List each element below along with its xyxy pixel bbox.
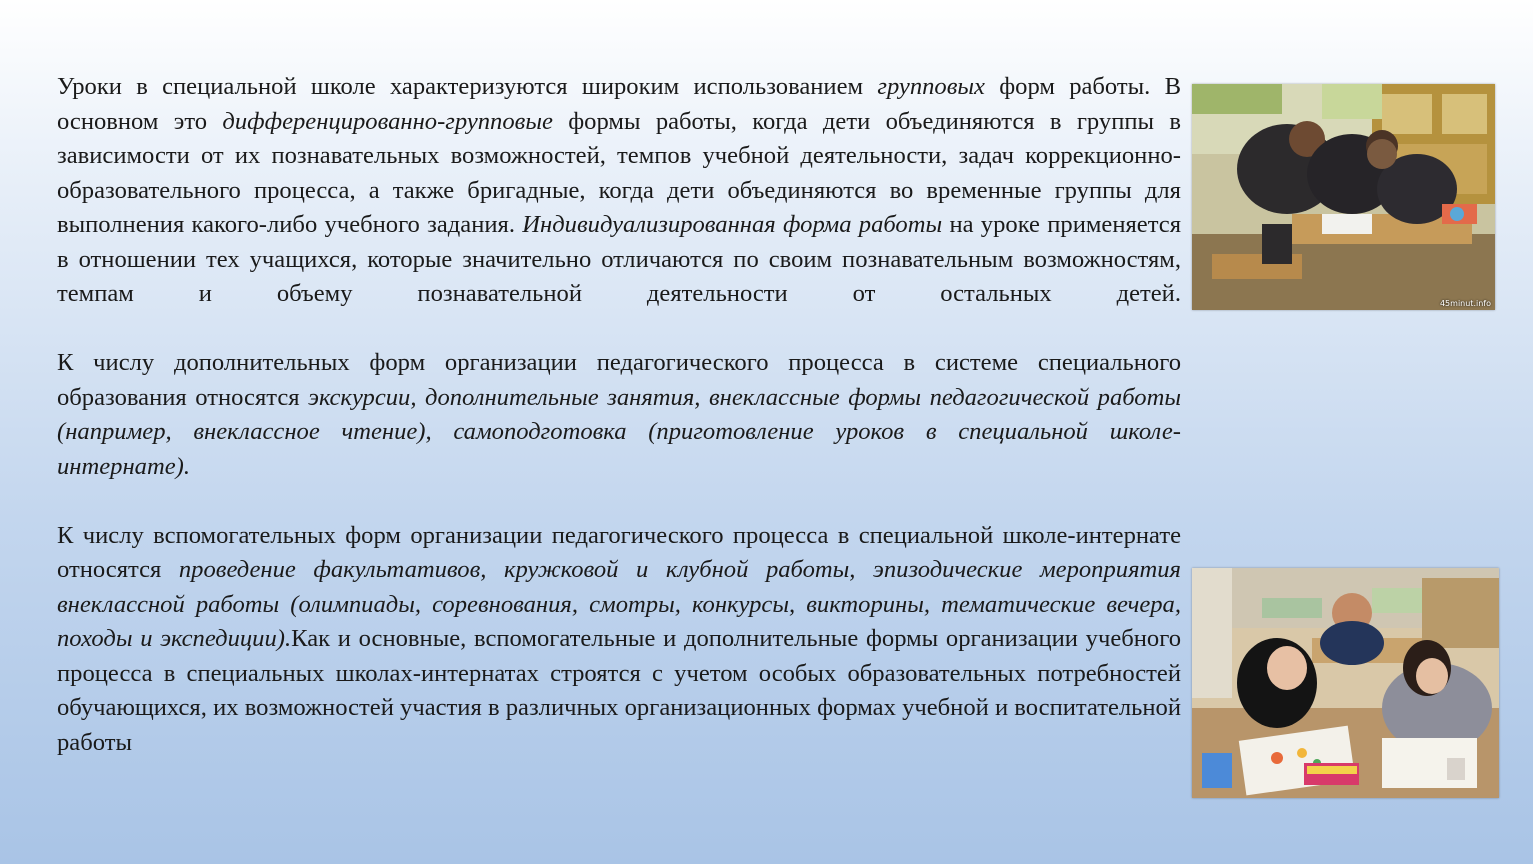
text-segment: Уроки в специальной школе характеризуются широким использованием bbox=[57, 73, 878, 100]
text-segment-italic: проведение факультативов, кружковой и клубной работы, эпизодические мероприятия внеклассной работы (олимпиады, соревнования, смотры, конкурсы, викторины, тематические вечера, походы и экспедиции). bbox=[57, 556, 1181, 652]
paragraph-auxiliary-forms bbox=[57, 519, 1181, 761]
paragraph-additional-forms bbox=[57, 346, 1181, 484]
paragraph-group-forms bbox=[57, 70, 1181, 312]
text-segment-italic: Индивидуализированная форма работы bbox=[522, 211, 943, 238]
text-segment: К числу дополнительных форм организации педагогического процесса в системе специального образования относятся bbox=[57, 349, 1181, 411]
main-text bbox=[57, 70, 1181, 760]
classroom-drawing-photo bbox=[1192, 568, 1499, 798]
photo-illustration bbox=[1192, 84, 1495, 310]
classroom-group-work-photo bbox=[1192, 84, 1495, 310]
text-segment-italic: экскурсии, дополнительные занятия, внеклассные формы педагогической работы (например, внеклассное чтение), самоподготовка (приготовление уроков в специальной школе-интернате). bbox=[57, 383, 1181, 480]
photo-illustration bbox=[1192, 568, 1499, 798]
text-segment: на уроке применяется в отношении тех учащихся, которые значительно отличаются по своим познавательным возможностям, темпам и объему познавательной деятельности от остальных детей. bbox=[57, 211, 1182, 307]
text-segment-italic: дифференцированно-групповые bbox=[222, 107, 553, 135]
photo-watermark: 45minut.info bbox=[1439, 299, 1491, 308]
text-segment: форм работы. В основном это bbox=[57, 73, 1181, 135]
text-segment: формы работы, когда дети объединяются в группы в зависимости от их познавательных возможностей, темпов учебной деятельности, задач коррекционно-образовательного процесса, а также бригадные, когда дети объединяются во временные группы для выполнения какого-либо учебного задания. bbox=[57, 107, 1181, 238]
text-segment: Как и основные, вспомогательные и дополнительные формы организации учебного процесса в специальных школах-интернатах строятся с учетом особых образовательных потребностей обучающихся, их возможностей участия в различных организационных формах учебной и воспитательной работы bbox=[57, 625, 1181, 756]
text-segment: К числу вспомогательных форм организации педагогического процесса в специальной школе-интернате относятся bbox=[57, 521, 1181, 583]
text-segment-italic: групповых bbox=[877, 73, 985, 100]
